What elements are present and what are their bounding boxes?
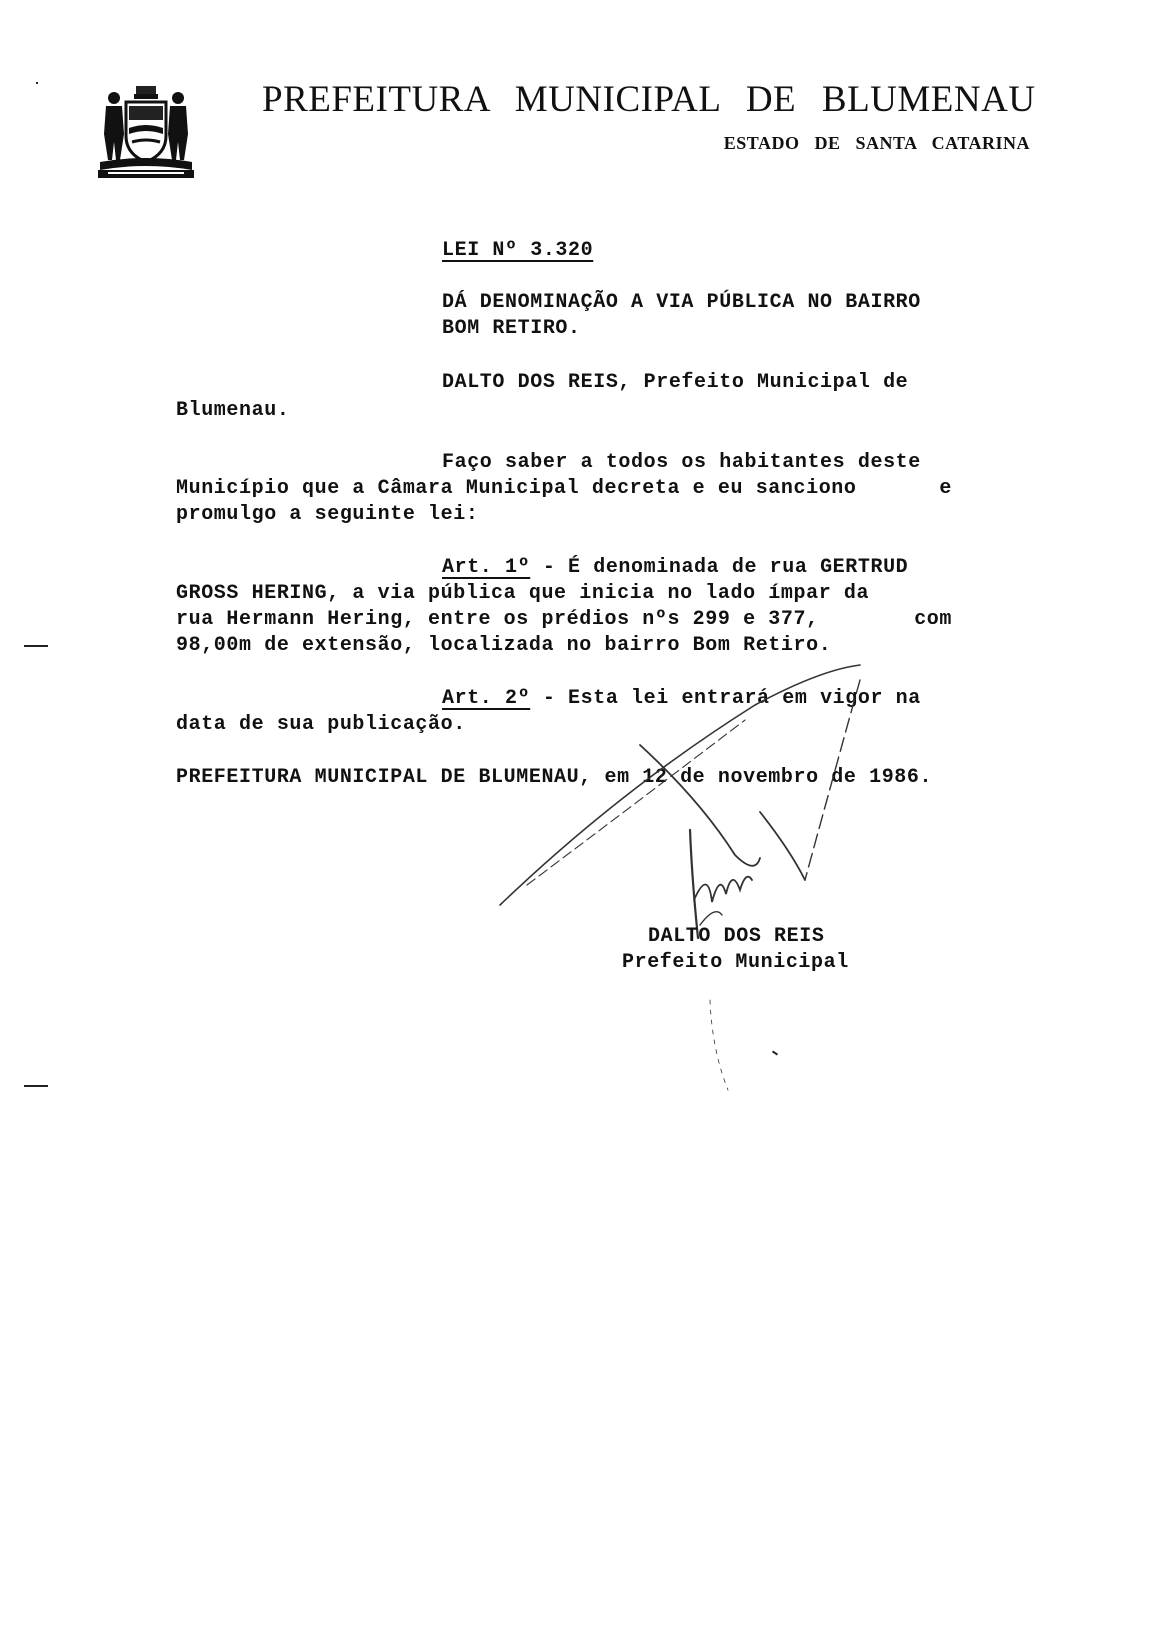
margin-mark-upper — [24, 645, 48, 647]
article-1-line-2: GROSS HERING, a via pública que inicia no lado ímpar da — [176, 582, 870, 605]
intro-line-2: Blumenau. — [176, 399, 290, 422]
article-1-line-1-rest: - É denominada de rua GERTRUD — [530, 556, 909, 579]
article-1-line-4: 98,00m de extensão, localizada no bairro Bom Retiro. — [176, 634, 832, 657]
signature-role: Prefeito Municipal — [622, 951, 849, 974]
article-1-label: Art. 1º — [442, 556, 531, 579]
proclamation-line-1: Faço saber a todos os habitantes deste — [442, 451, 921, 474]
closing-place-date: PREFEITURA MUNICIPAL DE BLUMENAU, em 12 de novembro de 1986. — [176, 766, 933, 789]
proclamation-line-3: promulgo a seguinte lei: — [176, 503, 479, 526]
intro-line-1: DALTO DOS REIS, Prefeito Municipal de — [442, 371, 909, 394]
proclamation-line-2-end: e — [939, 477, 952, 500]
coat-of-arms-icon — [98, 84, 194, 180]
proclamation-line-2 — [176, 476, 952, 502]
article-2-line-1-rest: - Esta lei entrará em vigor na — [530, 687, 921, 710]
scan-speck — [772, 1050, 778, 1055]
article-2-line-2: data de sua publicação. — [176, 713, 466, 736]
article-1-line-3 — [176, 607, 952, 633]
letterhead-title: PREFEITURA MUNICIPAL DE BLUMENAU — [262, 79, 1036, 120]
scan-dot — [36, 82, 38, 84]
law-number: LEI Nº 3.320 — [442, 239, 594, 262]
margin-mark-lower — [24, 1085, 48, 1087]
letterhead-subtitle: ESTADO DE SANTA CATARINA — [723, 133, 1030, 153]
article-2-label: Art. 2º — [442, 687, 531, 710]
article-2-line-1 — [442, 686, 921, 712]
law-summary-line-1: DÁ DENOMINAÇÃO A VIA PÚBLICA NO BAIRRO — [442, 291, 921, 314]
coat-of-arms-emblem — [98, 84, 194, 180]
signature-name: DALTO DOS REIS — [648, 925, 825, 948]
article-1-line-1 — [442, 555, 908, 581]
law-summary-line-2: BOM RETIRO. — [442, 317, 581, 340]
proclamation-line-2-text: Município que a Câmara Municipal decreta e eu sanciono — [176, 477, 857, 500]
article-1-line-3-text: rua Hermann Hering, entre os prédios nºs 299 e 377, — [176, 608, 819, 631]
article-1-line-3-end: com — [914, 608, 952, 631]
